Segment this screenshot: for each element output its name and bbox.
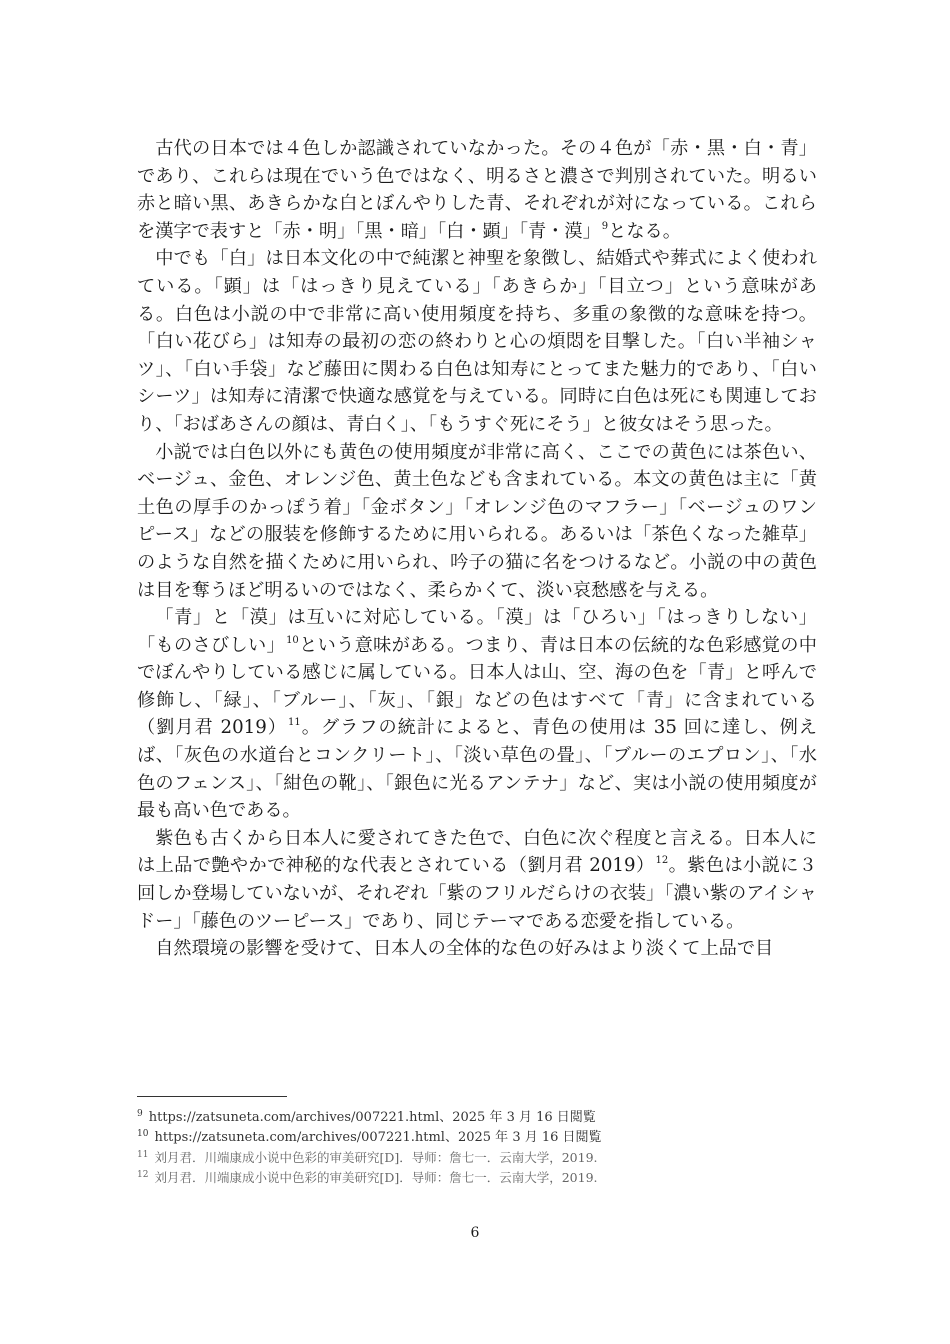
footnote-ref[interactable]: 9 [601, 220, 609, 232]
paragraph: 古代の日本では４色しか認識されていなかった。その４色が「赤・黒・白・青」であり、これらは現在でいう色ではなく、明るさと濃さで判別されていた。明るい赤と暗い黒、あきらかな白とぼんやりした青、それぞれが対になっている。これらを漢字で表すと「赤・明」「黒・暗」「白・顕」「青・漠」$^9$となる。 [137, 138, 817, 242]
paragraph: 中でも「白」は日本文化の中で純潔と神聖を象徴し、結婚式や葬式によく使われている。「顕」は「はっきり見えている」「あきらか」「目立つ」という意味がある。白色は小説の中で非常に高い使用頻度を持ち、多重の象徴的な意味を持つ。「白い花びら」は知寿の最初の恋の終わりと心の煩悶を目撃した。「白い半袖シャツ」、「白い手袋」など藤田に関わる白色は知寿にとってまた魅力的であり、「白いシーツ」は知寿に清潔で快適な感覚を与えている。同時に白色は死にも関連しており、「おばあさんの顔は、青白く」、「もうすぐ死にそう」と彼女はそう思った。 [137, 248, 817, 435]
footnote [137, 1108, 817, 1128]
footnote-ref[interactable]: 12 [655, 855, 669, 867]
footnote-text[interactable]: https://zatsuneta.com/archives/007221.html、2025 年 3 月 16 日閲覧 [148, 1110, 596, 1125]
footnotes [137, 1108, 817, 1188]
footnote-text: 刘月君．川端康成小说中色彩的审美研究[D]．导师：詹七一．云南大学，2019. [154, 1170, 598, 1185]
footnote-number: 12 [137, 1170, 149, 1180]
page-number: 6 [470, 1225, 480, 1241]
footnote-ref[interactable]: 10 [286, 634, 299, 646]
footnote-ref[interactable]: 11 [287, 717, 301, 729]
paragraph: 自然環境の影響を受けて、日本人の全体的な色の好みはより淡くて上品で目 [155, 938, 774, 960]
footnote [137, 1168, 817, 1188]
footnote-number: 10 [137, 1129, 149, 1139]
footnote-number: 9 [137, 1109, 143, 1119]
body-text [137, 135, 817, 963]
footnote-divider [137, 1096, 287, 1097]
paragraph: 小説では白色以外にも黄色の使用頻度が非常に高く、ここでの黄色には茶色い、ベージュ、金色、オレンジ色、黄土色なども含まれている。本文の黄色は主に「黄土色の厚手のかっぽう着」「金ボタン」「オレンジ色のマフラー」「ベージュのワンピース」などの服装を修飾するために用いられる。あるいは「茶色くなった雑草」のような自然を描くために用いられ、吟子の猫に名をつけるなど。小説の中の黄色は目を奪うほど明るいのではなく、柔らかくて、淡い哀愁感を与える。 [137, 441, 817, 601]
footnote-text: 刘月君．川端康成小说中色彩的审美研究[D]．导师：詹七一．云南大学，2019. [154, 1150, 598, 1165]
footnote [137, 1128, 817, 1148]
paragraph: 紫色も古くから日本人に愛されてきた色で、白色に次ぐ程度と言える。日本人には上品で艶やかで神秘的な代表とされている（劉月君 2019）$^{12}$。紫色は小説に３回しか登場していないが、それぞれ「紫のフリルだらけの衣装」「濃い紫のアイシャドー」「藤色のツーピース」であり、同じテーマである恋愛を指している。 [137, 827, 817, 932]
paragraph: 「青」と「漠」は互いに対応している。「漠」は「ひろい」「はっきりしない」「ものさびしい」$^{10}$という意味がある。つまり、青は日本の伝統的な色彩感覚の中でぼんやりしている感じに属している。日本人は山、空、海の色を「青」と呼んで修飾し、「緑」、「ブルー」、「灰」、「銀」などの色はすべて「青」に含まれている（劉月君 2019）$^{11}$。グラフの統計によると、青色の使用は 35 回に達し、例えば、「灰色の水道台とコンクリート」、「淡い草色の畳」、「ブルーのエプロン」、「水色のフェンス」、「紺色の靴」、「銀色に光るアンテナ」など、実は小説の使用頻度が最も高い色である。 [137, 607, 817, 822]
footnote [137, 1148, 817, 1168]
footnote-text[interactable]: https://zatsuneta.com/archives/007221.html、2025 年 3 月 16 日閲覧 [154, 1130, 602, 1145]
footnote-number: 11 [137, 1150, 149, 1160]
